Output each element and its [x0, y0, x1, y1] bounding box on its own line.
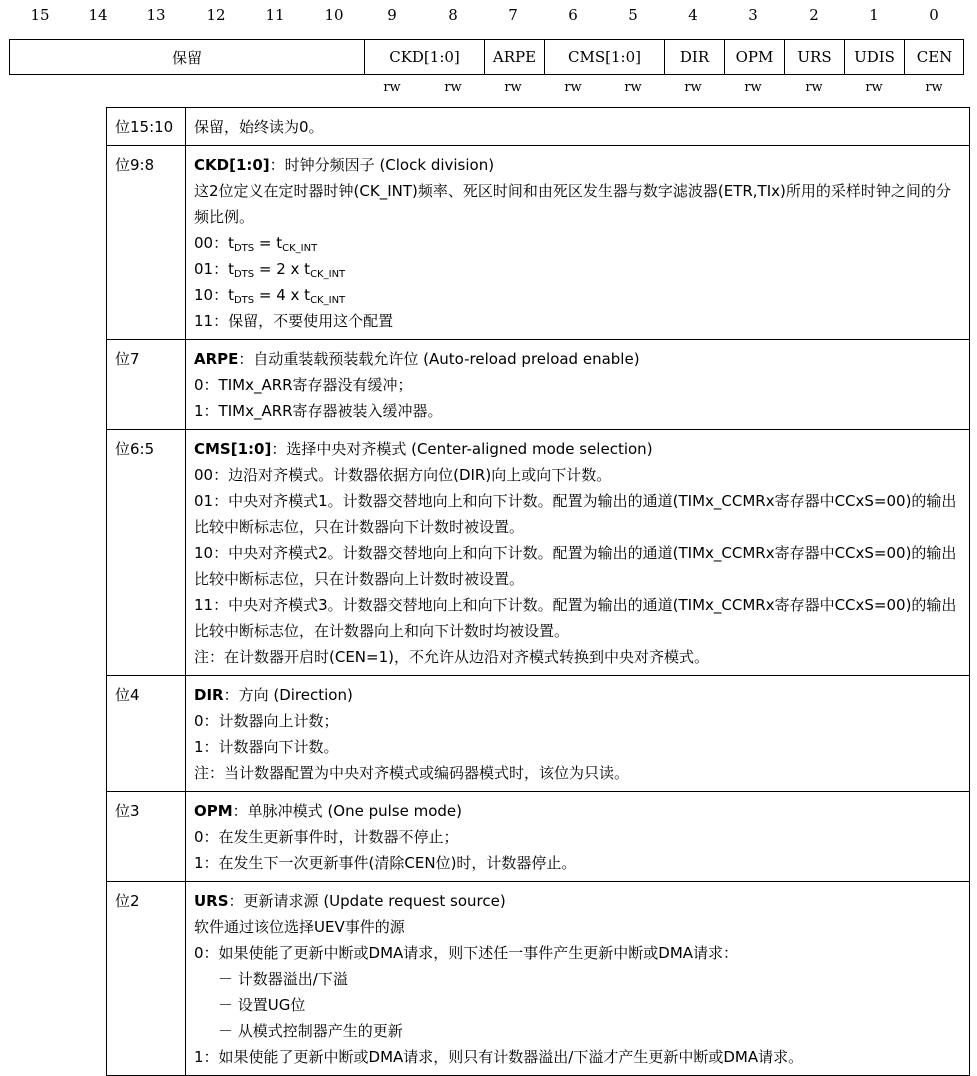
- description-line: 1：在发生下一次更新事件(清除CEN位)时，计数器停止。: [194, 854, 577, 872]
- description-line: 11：中央对齐模式3。计数器交替地向上和向下计数。配置为输出的通道(TIMx_CCMRx寄存器中CCxS=00)的输出比较中断标志位，在计数器向上和向下计数时均被设置。: [194, 596, 957, 640]
- field-cen: CEN: [904, 40, 964, 74]
- bit-number: 4: [688, 6, 698, 24]
- bullet-item: － 计数器溢出/下溢: [218, 970, 348, 988]
- bit-number: 14: [88, 6, 108, 24]
- access-type: rw: [684, 80, 702, 95]
- field-ckd: CKD[1:0]: [364, 40, 484, 74]
- bit-number: 2: [809, 6, 819, 24]
- bit-range: 位9:8: [107, 146, 186, 340]
- field-title: ：更新请求源 (Update request source): [228, 892, 506, 910]
- table-row: [107, 792, 970, 882]
- bit-description: [186, 882, 970, 1076]
- bullet-item: － 设置UG位: [218, 996, 306, 1014]
- description-line: 0：计数器向上计数；: [194, 712, 339, 730]
- bit-range: 位15:10: [107, 108, 186, 146]
- field-heading: [194, 152, 963, 178]
- bit-description: [186, 146, 970, 340]
- access-type: rw: [624, 80, 642, 95]
- field-opm: OPM: [724, 40, 784, 74]
- field-title: ：方向 (Direction): [223, 686, 353, 704]
- bit-description-table: [106, 107, 970, 1076]
- field-title: ：选择中央对齐模式 (Center-aligned mode selection): [271, 440, 653, 458]
- bit-number: 5: [628, 6, 638, 24]
- description-line: 0：TIMx_ARR寄存器没有缓冲；: [194, 376, 413, 394]
- table-row: [107, 430, 970, 676]
- field-title: ：自动重装载预装载允许位 (Auto-reload preload enable): [238, 350, 640, 368]
- field-heading: [194, 346, 963, 372]
- register-field-bar: [9, 39, 964, 75]
- access-type: rw: [805, 80, 823, 95]
- formula-line: 00：$t_{DTS} = t_{CK\_INT}$: [194, 234, 318, 254]
- description-line: 1：计数器向下计数。: [194, 738, 339, 756]
- field-dir: DIR: [664, 40, 724, 74]
- bullet-item: － 从模式控制器产生的更新: [218, 1022, 403, 1040]
- field-heading: [194, 682, 963, 708]
- description-line: 11：保留，不要使用这个配置: [194, 312, 394, 330]
- field-heading: [194, 888, 963, 914]
- table-row: [107, 882, 970, 1076]
- table-row: [107, 676, 970, 792]
- description-line: 00：边沿对齐模式。计数器依据方向位(DIR)向上或向下计数。: [194, 466, 612, 484]
- note-line: 注：在计数器开启时(CEN=1)，不允许从边沿对齐模式转换到中央对齐模式。: [194, 648, 709, 666]
- bit-range: 位3: [107, 792, 186, 882]
- bit-number: 8: [448, 6, 458, 24]
- access-type: rw: [925, 80, 943, 95]
- field-name: DIR: [194, 686, 224, 704]
- access-type: rw: [444, 80, 462, 95]
- field-name: OPM: [194, 802, 233, 820]
- bit-number: 12: [206, 6, 226, 24]
- table-row: [107, 340, 970, 430]
- field-reserved: 保留: [171, 48, 202, 67]
- bit-number: 6: [568, 6, 578, 24]
- access-row: [0, 80, 977, 100]
- bit-range: 位6:5: [107, 430, 186, 676]
- bit-number: 0: [929, 6, 939, 24]
- bit-number: 1: [869, 6, 879, 24]
- access-type: rw: [564, 80, 582, 95]
- description-line: 10：中央对齐模式2。计数器交替地向上和向下计数。配置为输出的通道(TIMx_CCMRx寄存器中CCxS=00)的输出比较中断标志位，只在计数器向上计数时被设置。: [194, 544, 957, 588]
- field-urs: URS: [784, 40, 844, 74]
- bit-number: 7: [508, 6, 518, 24]
- field-name: URS: [194, 892, 229, 910]
- description-line: 保留，始终读为0。: [194, 118, 324, 136]
- description-line: 0：如果使能了更新中断或DMA请求，则下述任一事件产生更新中断或DMA请求：: [194, 944, 739, 962]
- field-name: CMS[1:0]: [194, 440, 272, 458]
- formula-line: 10：$t_{DTS} = 4$ x $t_{CK\_INT}$: [194, 286, 346, 306]
- description-line: 0：在发生更新事件时，计数器不停止；: [194, 828, 459, 846]
- description-line: 这2位定义在定时器时钟(CK_INT)频率、死区时间和由死区发生器与数字滤波器(ETR,TIx)所用的采样时钟之间的分频比例。: [194, 182, 951, 226]
- description-line: 1：TIMx_ARR寄存器被装入缓冲器。: [194, 402, 443, 420]
- bit-number: 13: [146, 6, 166, 24]
- field-cms: CMS[1:0]: [544, 40, 664, 74]
- description-line: 软件通过该位选择UEV事件的源: [194, 918, 405, 936]
- bit-description: [186, 676, 970, 792]
- field-title: ：单脉冲模式 (One pulse mode): [232, 802, 463, 820]
- bit-range: 位2: [107, 882, 186, 1076]
- field-title: ：时钟分频因子 (Clock division): [269, 156, 495, 174]
- description-line: 1：如果使能了更新中断或DMA请求，则只有计数器溢出/下溢才产生更新中断或DMA请求。: [194, 1048, 804, 1066]
- description-line: 01：中央对齐模式1。计数器交替地向上和向下计数。配置为输出的通道(TIMx_CCMRx寄存器中CCxS=00)的输出比较中断标志位，只在计数器向下计数时被设置。: [194, 492, 957, 536]
- table-row: [107, 108, 970, 146]
- field-name: CKD[1:0]: [194, 156, 270, 174]
- bit-number: 15: [30, 6, 50, 24]
- field-udis: UDIS: [844, 40, 904, 74]
- bit-number: 3: [748, 6, 758, 24]
- access-type: rw: [504, 80, 522, 95]
- note-line: 注：当计数器配置为中央对齐模式或编码器模式时，该位为只读。: [194, 764, 630, 782]
- field-name: ARPE: [194, 350, 239, 368]
- bit-description: [186, 430, 970, 676]
- access-type: rw: [744, 80, 762, 95]
- bit-number-row: [0, 6, 977, 32]
- bit-range: 位4: [107, 676, 186, 792]
- field-heading: [194, 436, 963, 462]
- access-type: rw: [865, 80, 883, 95]
- bit-description: [186, 108, 970, 146]
- access-type: rw: [383, 80, 401, 95]
- bit-description: [186, 340, 970, 430]
- bit-range: 位7: [107, 340, 186, 430]
- field-heading: [194, 798, 963, 824]
- formula-line: 01：$t_{DTS} = 2$ x $t_{CK\_INT}$: [194, 260, 346, 280]
- table-row: [107, 146, 970, 340]
- bit-number: 11: [265, 6, 285, 24]
- bit-number: 10: [324, 6, 344, 24]
- bit-description: [186, 792, 970, 882]
- bit-number: 9: [387, 6, 397, 24]
- field-arpe: ARPE: [484, 40, 544, 74]
